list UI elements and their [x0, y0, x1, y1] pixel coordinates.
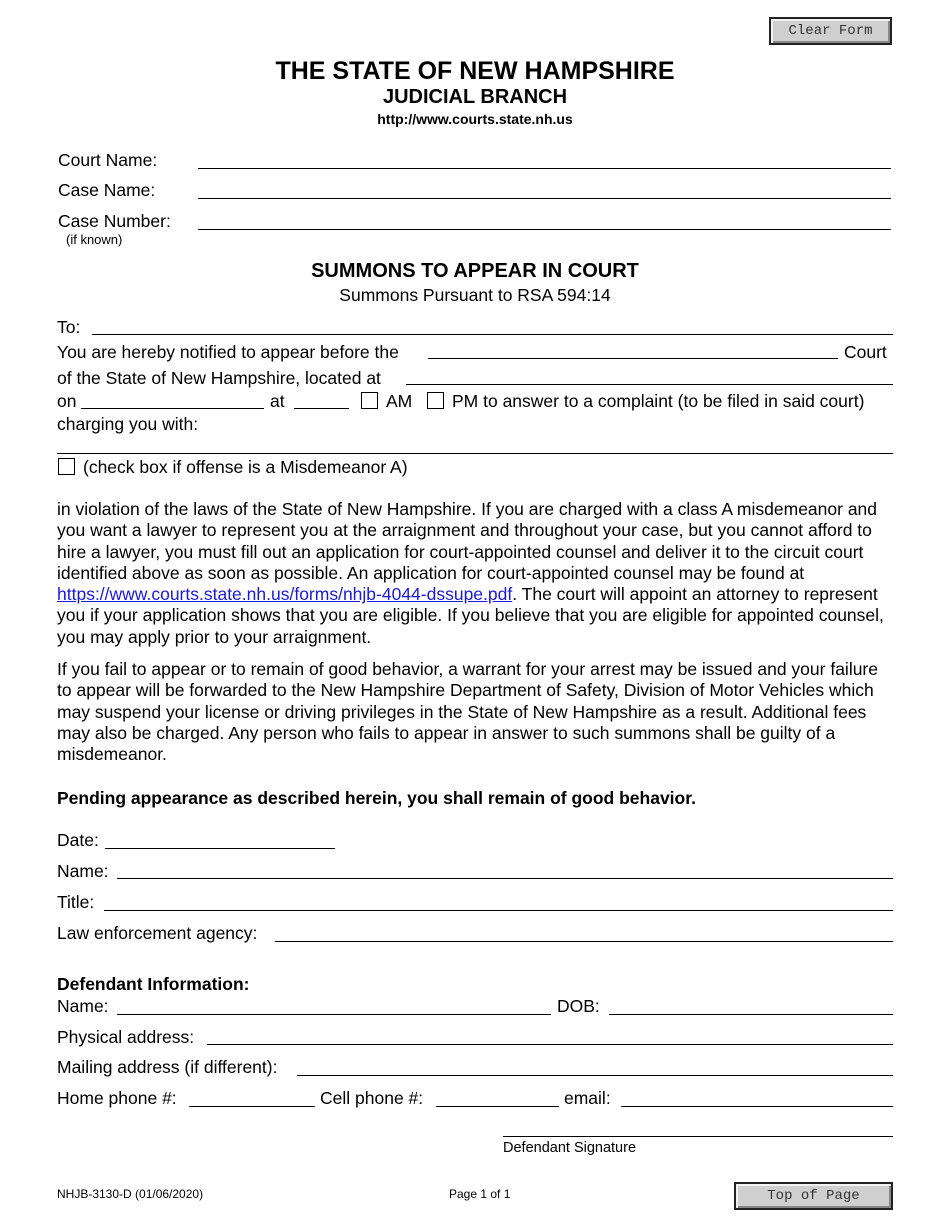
- summons-subtitle: Summons Pursuant to RSA 594:14: [339, 285, 611, 305]
- officer-date-field[interactable]: [105, 848, 335, 849]
- court-before-field[interactable]: [428, 358, 838, 359]
- mailing-address-label: Mailing address (if different):: [57, 1057, 278, 1077]
- to-field[interactable]: [92, 334, 893, 335]
- officer-name-label: Name:: [57, 861, 109, 881]
- top-of-page-button[interactable]: Top of Page: [734, 1182, 893, 1210]
- on-label: on: [57, 391, 77, 411]
- charging-text: charging you with:: [57, 414, 199, 434]
- physical-address-label: Physical address:: [57, 1027, 195, 1047]
- officer-title-field[interactable]: [104, 910, 893, 911]
- misdemeanor-checkbox[interactable]: [58, 458, 75, 475]
- agency-field[interactable]: [275, 941, 893, 942]
- signature-line[interactable]: [503, 1136, 893, 1137]
- counsel-text-a: in violation of the laws of the State of New Hampshire. If you are charged with a class A misdemeanor and you want a lawyer to represent you at the arraignment and throughout your case, but you cannot afford to hire a lawyer, you must fill out an application for court-appointed counsel and deliver it to the circuit court identified above as soon as possible. An application for court-appointed counsel may be found at: [57, 499, 878, 583]
- counsel-paragraph: [57, 499, 897, 648]
- at-label: at: [270, 391, 285, 411]
- am-checkbox[interactable]: [361, 392, 378, 409]
- failure-paragraph: If you fail to appear or to remain of good behavior, a warrant for your arrest may be issued and your failure to appear will be forwarded to the New Hampshire Department of Safety, Division of Motor Vehicles which may suspend your license or driving privileges in the State of New Hampshire as a result. Additional fees may also be charged. Any person who fails to appear in answer to such summons shall be guilty of a misdemeanor.: [57, 659, 878, 765]
- dob-field[interactable]: [609, 1014, 893, 1015]
- page-number: Page 1 of 1: [449, 1187, 511, 1201]
- pending-notice: Pending appearance as described herein, you shall remain of good behavior.: [57, 788, 696, 808]
- counsel-text-b: . The court will appoint an attorney to represent you if your application shows that you are eligible. If you believe that you are eligible for appointed counsel, you may apply prior to your arraignment.: [57, 584, 884, 647]
- summons-title: SUMMONS TO APPEAR IN COURT: [311, 260, 639, 282]
- application-link[interactable]: https://www.courts.state.nh.us/forms/nhjb-4044-dssupe.pdf: [57, 584, 513, 605]
- court-name-label: Court Name:: [58, 150, 158, 170]
- time-field[interactable]: [294, 408, 349, 409]
- case-name-field[interactable]: [198, 198, 891, 199]
- located-text: of the State of New Hampshire, located at: [57, 368, 381, 388]
- dob-label: DOB:: [557, 996, 600, 1016]
- cell-phone-field[interactable]: [436, 1106, 559, 1107]
- to-label: To:: [57, 317, 81, 337]
- home-phone-field[interactable]: [189, 1106, 315, 1107]
- case-number-label: Case Number:: [58, 211, 171, 231]
- case-number-field[interactable]: [198, 229, 891, 230]
- notified-text: You are hereby notified to appear before the: [57, 342, 399, 362]
- branch-title: JUDICIAL BRANCH: [382, 86, 568, 108]
- pm-checkbox[interactable]: [427, 392, 444, 409]
- clear-form-button[interactable]: Clear Form: [769, 17, 892, 45]
- defendant-heading: Defendant Information:: [57, 974, 250, 994]
- state-title: THE STATE OF NEW HAMPSHIRE: [275, 57, 675, 85]
- court-word: Court: [844, 342, 887, 362]
- pm-label: PM to answer to a complaint (to be filed in said court): [452, 391, 865, 411]
- mailing-address-field[interactable]: [297, 1075, 893, 1076]
- home-phone-label: Home phone #:: [57, 1088, 177, 1108]
- email-label: email:: [564, 1088, 611, 1108]
- am-label: AM: [386, 391, 413, 411]
- location-field[interactable]: [406, 384, 893, 385]
- signature-label: Defendant Signature: [503, 1140, 637, 1156]
- defendant-name-field[interactable]: [117, 1014, 551, 1015]
- misdemeanor-label: (check box if offense is a Misdemeanor A): [83, 457, 408, 477]
- cell-phone-label: Cell phone #:: [320, 1088, 424, 1108]
- date-field[interactable]: [81, 408, 264, 409]
- defendant-name-label: Name:: [57, 996, 109, 1016]
- officer-name-field[interactable]: [117, 878, 893, 879]
- date-label: Date:: [57, 830, 99, 850]
- email-field[interactable]: [621, 1106, 893, 1107]
- form-id: NHJB-3130-D (01/06/2020): [57, 1187, 204, 1201]
- agency-label: Law enforcement agency:: [57, 923, 258, 943]
- officer-title-label: Title:: [57, 892, 95, 912]
- charge-field[interactable]: [57, 453, 893, 454]
- if-known-note: (if known): [66, 232, 123, 247]
- header-url: http://www.courts.state.nh.us: [377, 111, 573, 127]
- physical-address-field[interactable]: [207, 1044, 893, 1045]
- court-name-field[interactable]: [198, 168, 891, 169]
- case-name-label: Case Name:: [58, 180, 156, 200]
